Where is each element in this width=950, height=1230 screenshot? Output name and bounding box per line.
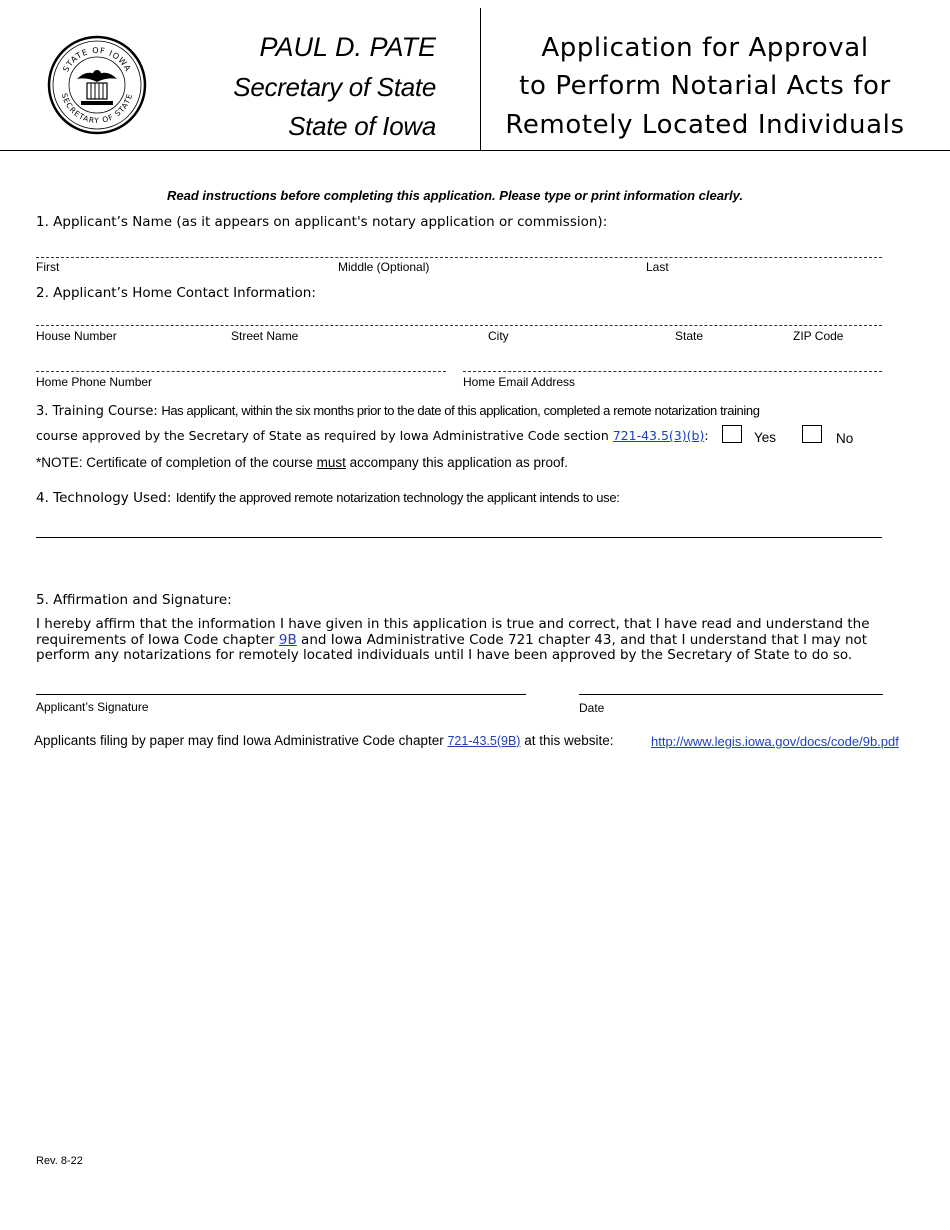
section3-line2 — [36, 428, 709, 443]
admin-code-link[interactable]: 721-43.5(9B) — [447, 734, 521, 748]
official-name: PAUL D. PATE — [259, 32, 436, 62]
yes-checkbox[interactable] — [722, 425, 742, 443]
affirmation-paragraph — [36, 617, 876, 664]
header-divider — [480, 8, 481, 150]
form-title-line3: Remotely Located Individuals — [505, 110, 905, 140]
city-label: City — [488, 329, 509, 343]
middle-name-label: Middle (Optional) — [338, 260, 430, 274]
section3-question: Has applicant, within the six months prior to the date of this application, completed a remote notarization training — [161, 403, 760, 418]
note-must: must — [316, 455, 346, 470]
note-prefix: *NOTE: Certificate of completion of the course — [36, 455, 317, 470]
section3-question-cont: course approved by the Secretary of State as required by Iowa Administrative Code section — [36, 428, 609, 443]
seal-text-bottom: SECRETARY OF STATE — [59, 92, 135, 126]
name-field[interactable] — [36, 257, 882, 258]
date-label: Date — [579, 701, 605, 715]
instructions: Read instructions before completing this application. Please type or print information clearly. — [167, 188, 743, 203]
street-name-label: Street Name — [231, 329, 299, 343]
house-number-label: House Number — [36, 329, 117, 343]
home-phone-field[interactable] — [36, 371, 446, 372]
iowa-state-seal-icon — [47, 35, 147, 135]
signature-field[interactable] — [36, 694, 526, 695]
yes-label: Yes — [754, 430, 777, 445]
address-field[interactable] — [36, 325, 882, 326]
signature-label: Applicant’s Signature — [36, 700, 149, 714]
section3-line1 — [36, 403, 906, 419]
header-rule — [0, 150, 950, 151]
last-name-label: Last — [646, 260, 669, 274]
state-label: State — [675, 329, 704, 343]
legis-website-link[interactable]: http://www.legis.iowa.gov/docs/code/9b.pdf — [651, 734, 899, 749]
section1-label: 1. Applicant’s Name (as it appears on applicant's notary application or commission): — [36, 214, 608, 230]
section3-label: 3. Training Course: — [36, 404, 158, 419]
date-field[interactable] — [579, 694, 883, 695]
note-suffix: accompany this application as proof. — [345, 455, 569, 470]
revision-label: Rev. 8-22 — [36, 1155, 83, 1167]
state-name: State of Iowa — [288, 111, 436, 141]
technology-field[interactable] — [36, 537, 882, 538]
affirmation-text-2: and Iowa Administrative Code 721 chapter 43, and that I understand that I may not perform any notarizations for remotely located individuals until I have been approved by the Secretary of State to do so. — [36, 631, 868, 663]
footer-text-2: at this website: — [524, 733, 614, 748]
section3-colon: : — [704, 428, 709, 443]
section4-label: 4. Technology Used: — [36, 490, 172, 506]
no-checkbox[interactable] — [802, 425, 822, 443]
svg-text:STATE OF IOWA — [61, 46, 133, 74]
form-title-line1: Application for Approval — [541, 33, 869, 63]
seal-text-top: STATE OF IOWA — [61, 45, 133, 74]
training-rule-link[interactable]: 721-43.5(3)(b) — [612, 428, 705, 443]
form-title-line2: to Perform Notarial Acts for — [519, 71, 891, 101]
home-phone-label: Home Phone Number — [36, 375, 153, 389]
zip-code-label: ZIP Code — [793, 329, 844, 343]
footer-note — [34, 733, 614, 748]
affirmation-text-1: I hereby affirm that the information I have given in this application is true and correct, that I have read and understand the requirements of Iowa Code chapter — [36, 616, 870, 648]
home-email-label: Home Email Address — [463, 375, 576, 389]
section4-line — [36, 489, 620, 507]
section4-question: Identify the approved remote notarization technology the applicant intends to use: — [175, 490, 620, 505]
footer-text-1: Applicants filing by paper may find Iowa Administrative Code chapter — [34, 733, 444, 748]
home-email-field[interactable] — [463, 371, 882, 372]
section2-label: 2. Applicant’s Home Contact Information: — [36, 285, 316, 301]
first-name-label: First — [36, 260, 60, 274]
no-label: No — [836, 431, 854, 446]
section5-label: 5. Affirmation and Signature: — [36, 592, 232, 608]
training-note — [36, 455, 568, 470]
official-title: Secretary of State — [233, 72, 436, 102]
iowa-code-9b-link[interactable]: 9B — [278, 631, 297, 648]
